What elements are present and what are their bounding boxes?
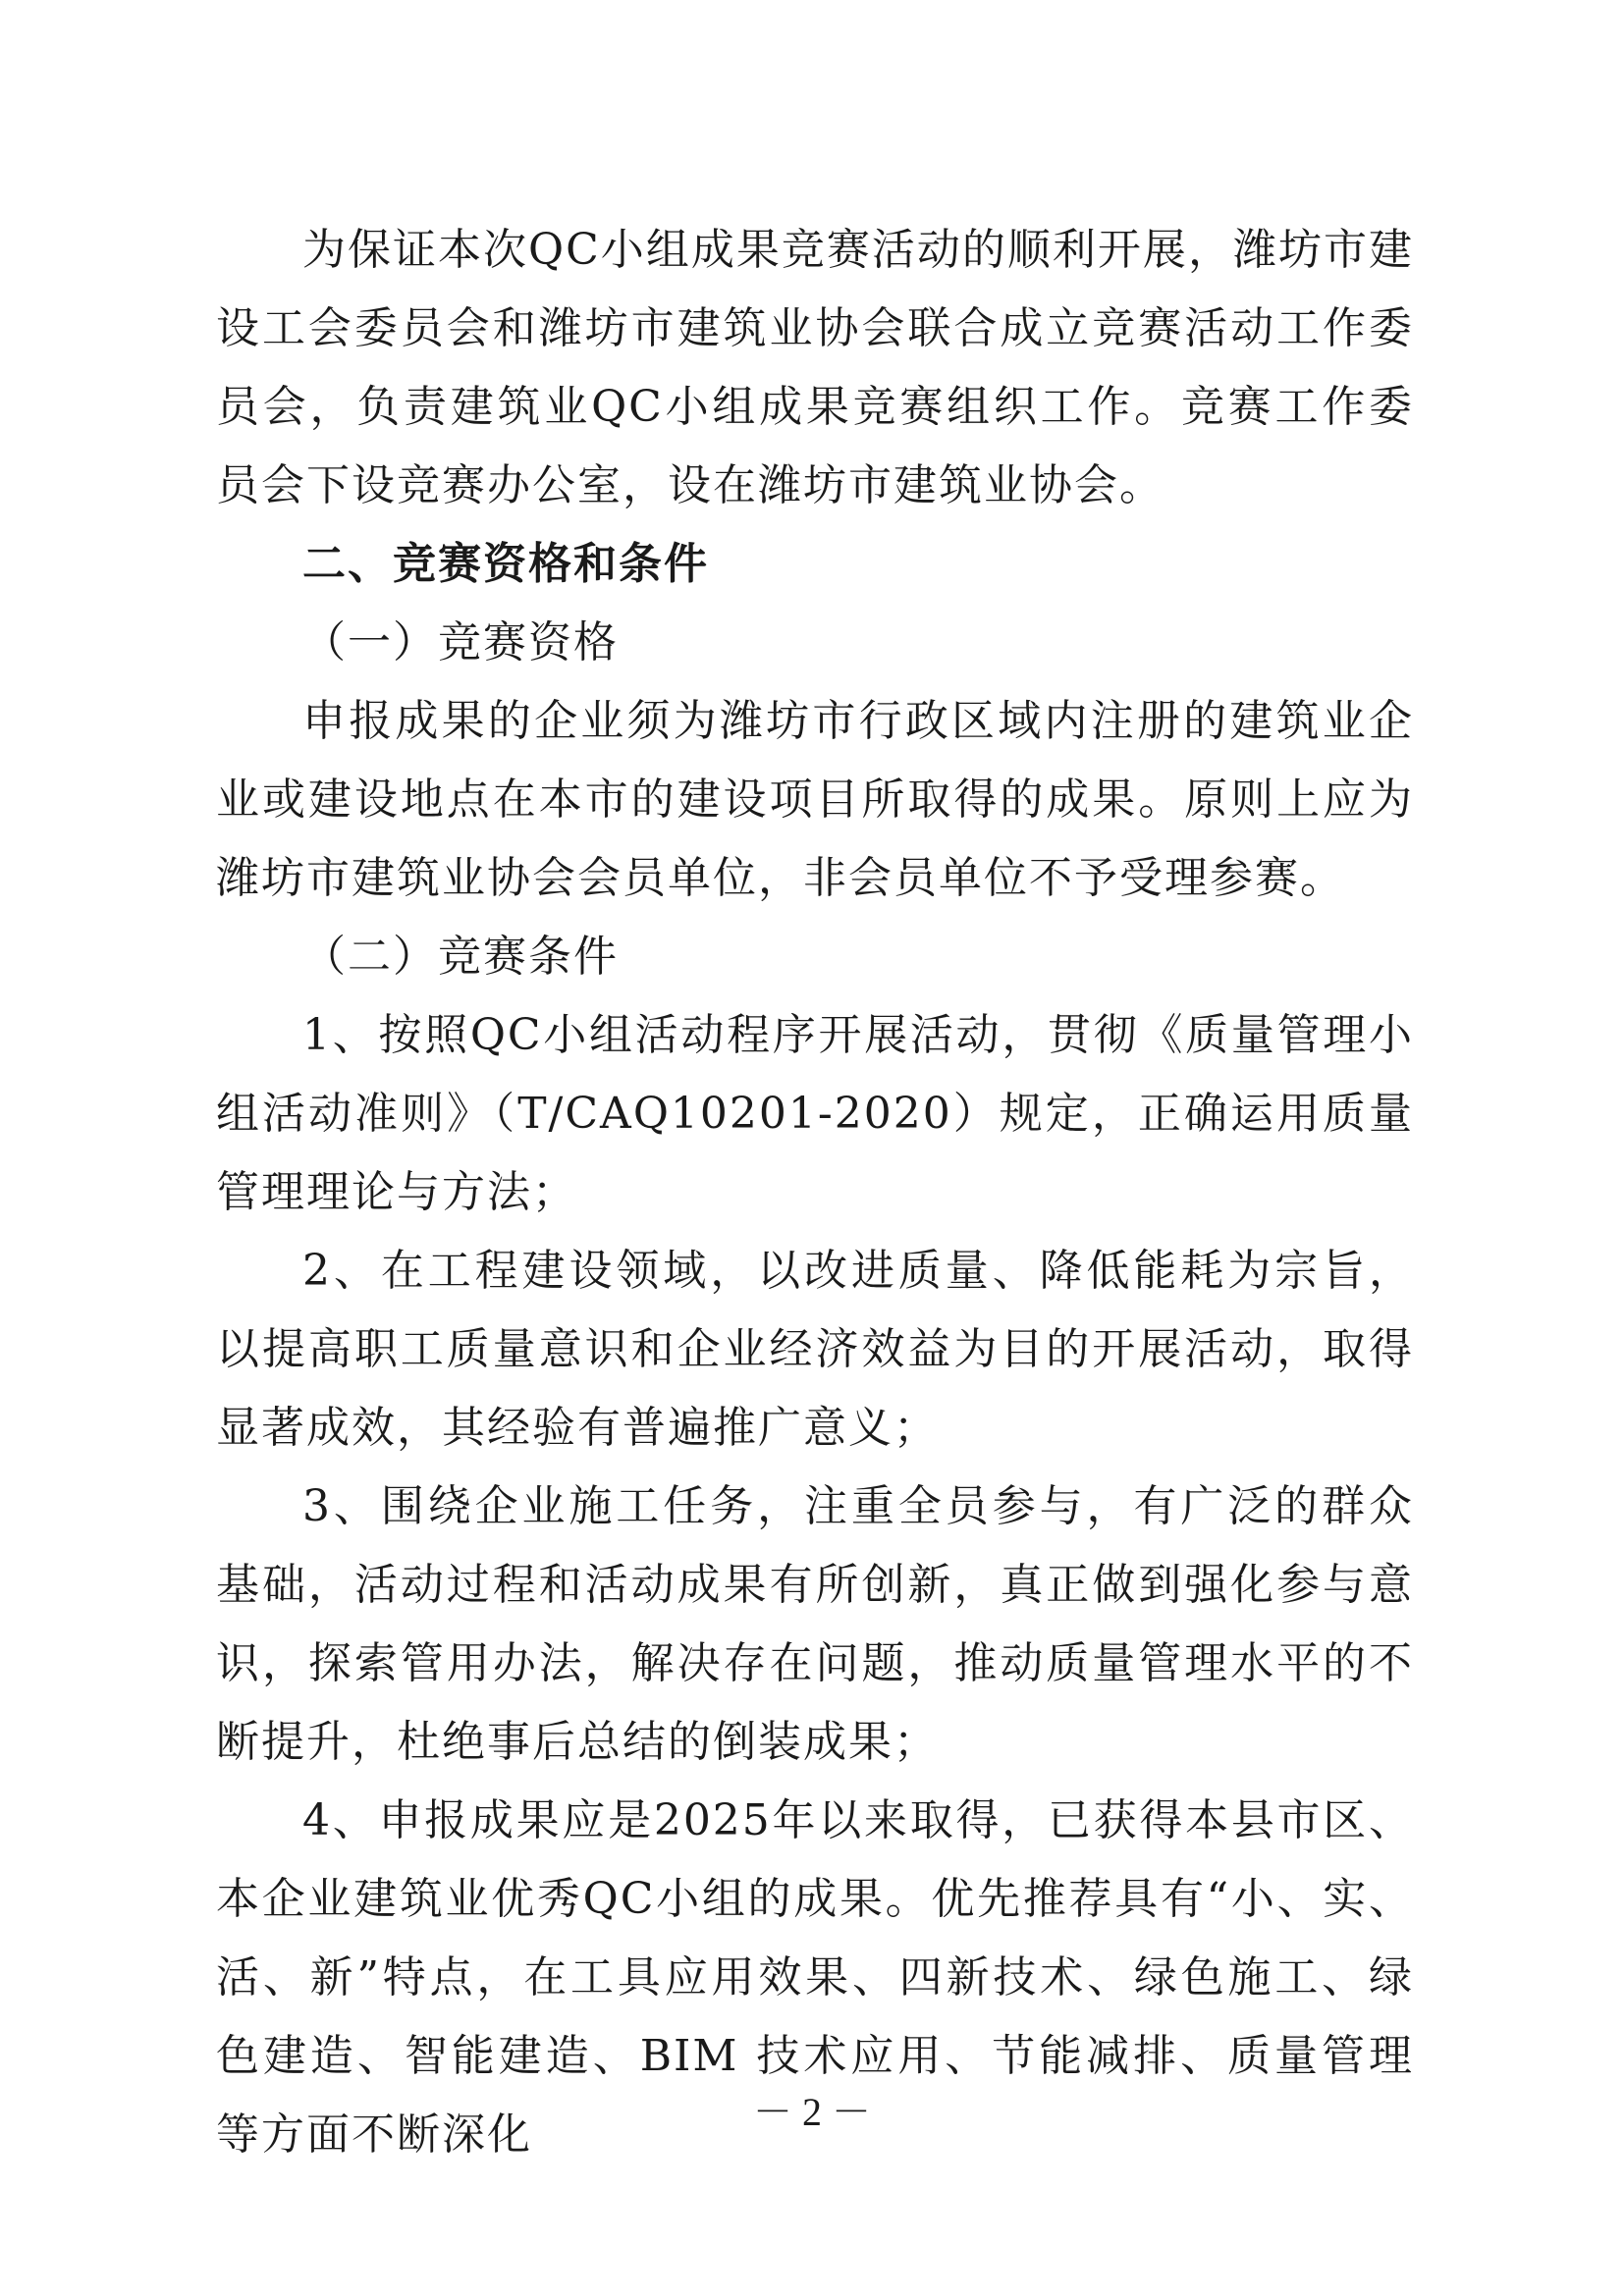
subheading-qualification: （一）竞赛资格	[302, 617, 619, 667]
section-heading-eligibility: 二、竞赛资格和条件	[302, 539, 709, 589]
subheading-conditions: （二）竞赛条件	[302, 932, 619, 982]
condition-item-1: 1、按照QC小组活动程序开展活动，贯彻《质量管理小组活动准则》（T/CAQ10201-2020）规定，正确运用质量管理理论与方法；	[216, 1010, 1414, 1217]
condition-item-3: 3、围绕企业施工任务，注重全员参与，有广泛的群众基础，活动过程和活动成果有所创新，真正做到强化参与意识，探索管用办法，解决存在问题，推动质量管理水平的不断提升，杜绝事后总结的倒装成果；	[216, 1481, 1414, 1767]
document-body	[216, 211, 1414, 2174]
paragraph-committee: 为保证本次QC小组成果竞赛活动的顺利开展，潍坊市建设工会委员会和潍坊市建筑业协会联合成立竞赛活动工作委员会，负责建筑业QC小组成果竞赛组织工作。竞赛工作委员会下设竞赛办公室，设在潍坊市建筑业协会。	[216, 225, 1414, 510]
condition-item-2: 2、在工程建设领域，以改进质量、降低能耗为宗旨，以提高职工质量意识和企业经济效益为目的开展活动，取得显著成效，其经验有普遍推广意义；	[216, 1246, 1414, 1453]
page-number: － 2 －	[753, 2090, 871, 2134]
condition-item-4: 4、申报成果应是2025年以来取得，已获得本县市区、本企业建筑业优秀QC小组的成果。优先推荐具有“小、实、活、新”特点，在工具应用效果、四新技术、绿色施工、绿色建造、智能建造、BIM 技术应用、节能减排、质量管理等方面不断深化	[216, 1795, 1414, 2160]
paragraph-qualification: 申报成果的企业须为潍坊市行政区域内注册的建筑业企业或建设地点在本市的建设项目所取得的成果。原则上应为潍坊市建筑业协会会员单位，非会员单位不予受理参赛。	[216, 696, 1414, 903]
